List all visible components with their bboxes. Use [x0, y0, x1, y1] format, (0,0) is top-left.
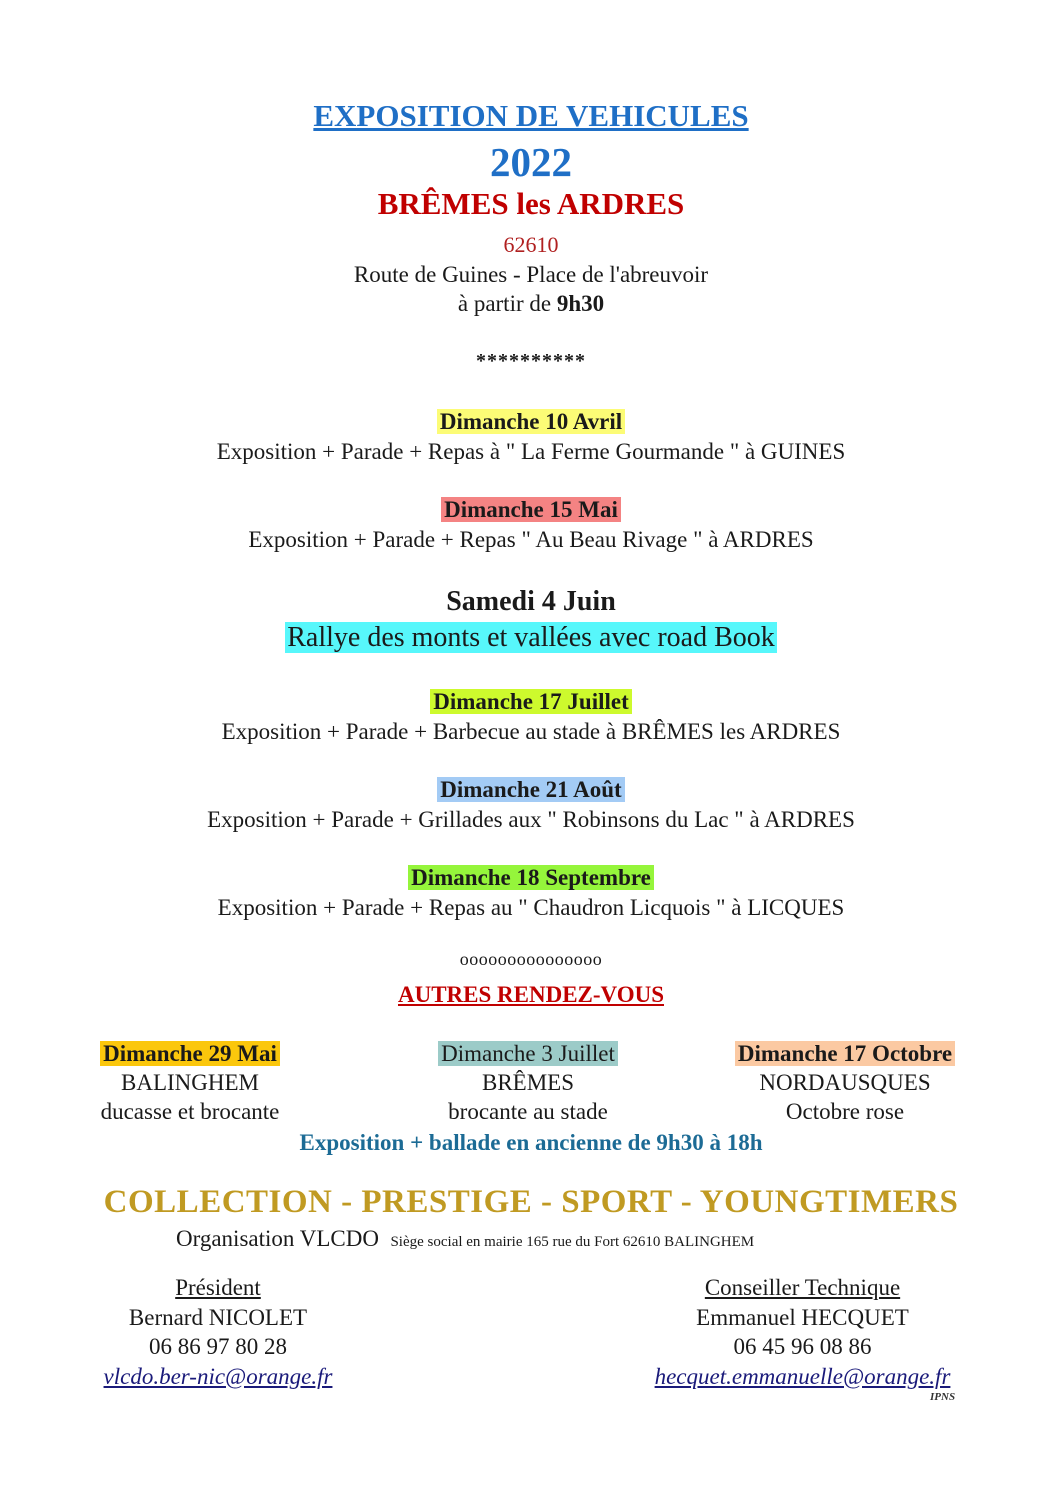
stars-separator: ********** — [476, 350, 586, 372]
event-date-row — [0, 586, 1062, 618]
technical-name: Emmanuel HECQUET — [696, 1304, 909, 1330]
other-event-place: BRÊMES — [481, 1070, 575, 1095]
event-description-row — [0, 622, 1062, 654]
address: Route de Guines - Place de l'abreuvoir — [353, 262, 709, 287]
technical-role: Conseiller Technique — [704, 1275, 901, 1300]
president-role: Président — [175, 1275, 261, 1300]
president-email-link[interactable]: vlcdo.ber-nic@orange.fr — [103, 1363, 333, 1389]
technical-contact — [635, 1275, 970, 1393]
event-date: Samedi 4 Juin — [446, 586, 616, 617]
start-time-line — [0, 291, 1062, 317]
event-description: Exposition + Parade + Grillades aux " Robinsons du Lac " à ARDRES — [207, 807, 855, 832]
president-phone: 06 86 97 80 28 — [149, 1334, 287, 1359]
event-description: Exposition + Parade + Repas " Au Beau Rivage " à ARDRES — [248, 527, 814, 552]
other-event-place: NORDAUSQUES — [759, 1070, 931, 1095]
start-prefix: à partir de — [457, 291, 552, 316]
year-heading: 2022 — [490, 139, 572, 185]
organisation-line — [176, 1226, 754, 1252]
other-event-column — [685, 1041, 1005, 1128]
event-date-row — [0, 689, 1062, 715]
other-event-activity: ducasse et brocante — [100, 1099, 280, 1124]
exposition-hours: Exposition + ballade en ancienne de 9h30 à 18h — [299, 1130, 763, 1155]
event-date-row — [0, 409, 1062, 435]
event-description: Rallye des monts et vallées avec road Book — [287, 622, 775, 653]
page-title: EXPOSITION DE VEHICULES — [313, 98, 749, 133]
other-event-place: BALINGHEM — [121, 1070, 259, 1095]
event-description: Exposition + Parade + Barbecue au stade à BRÊMES les ARDRES — [221, 719, 841, 744]
event-date-row — [0, 777, 1062, 803]
ipns-mark: IPNS — [930, 1391, 956, 1403]
organisation-name: Organisation VLCDO — [176, 1226, 379, 1251]
event-date: Dimanche 21 Août — [437, 777, 624, 802]
technical-email-link[interactable]: hecquet.emmanuelle@orange.fr — [654, 1363, 951, 1389]
event-date: Dimanche 18 Septembre — [408, 865, 654, 890]
start-time: 9h30 — [556, 291, 605, 316]
other-event-date: Dimanche 17 Octobre — [735, 1041, 955, 1066]
postal-code: 62610 — [503, 232, 559, 257]
event-date-row — [0, 865, 1062, 891]
other-event-date: Dimanche 3 Juillet — [438, 1041, 618, 1066]
other-events-title: AUTRES RENDEZ-VOUS — [397, 982, 664, 1007]
event-date: Dimanche 15 Mai — [441, 497, 621, 522]
collection-banner: COLLECTION - PRESTIGE - SPORT - YOUNGTIMERS — [103, 1184, 959, 1220]
other-event-activity: Octobre rose — [785, 1099, 905, 1124]
other-event-column — [30, 1041, 350, 1128]
other-event-date: Dimanche 29 Mai — [100, 1041, 280, 1066]
event-description: Exposition + Parade + Repas à " La Ferme Gourmande " à GUINES — [216, 439, 846, 464]
other-event-column — [368, 1041, 688, 1128]
other-event-activity: brocante au stade — [448, 1099, 608, 1124]
event-date: Dimanche 10 Avril — [437, 409, 625, 434]
siege-social: Siège social en mairie 165 rue du Fort 62610 BALINGHEM — [390, 1234, 755, 1250]
town-heading: BRÊMES les ARDRES — [377, 186, 685, 221]
event-date: Dimanche 17 Juillet — [430, 689, 632, 714]
circles-separator: ooooooooooooooo — [459, 949, 603, 969]
president-contact — [88, 1275, 348, 1393]
technical-phone: 06 45 96 08 86 — [733, 1334, 872, 1359]
event-date-row — [0, 497, 1062, 523]
president-name: Bernard NICOLET — [128, 1304, 308, 1330]
event-description: Exposition + Parade + Repas au " Chaudron Licquois " à LICQUES — [217, 895, 845, 920]
